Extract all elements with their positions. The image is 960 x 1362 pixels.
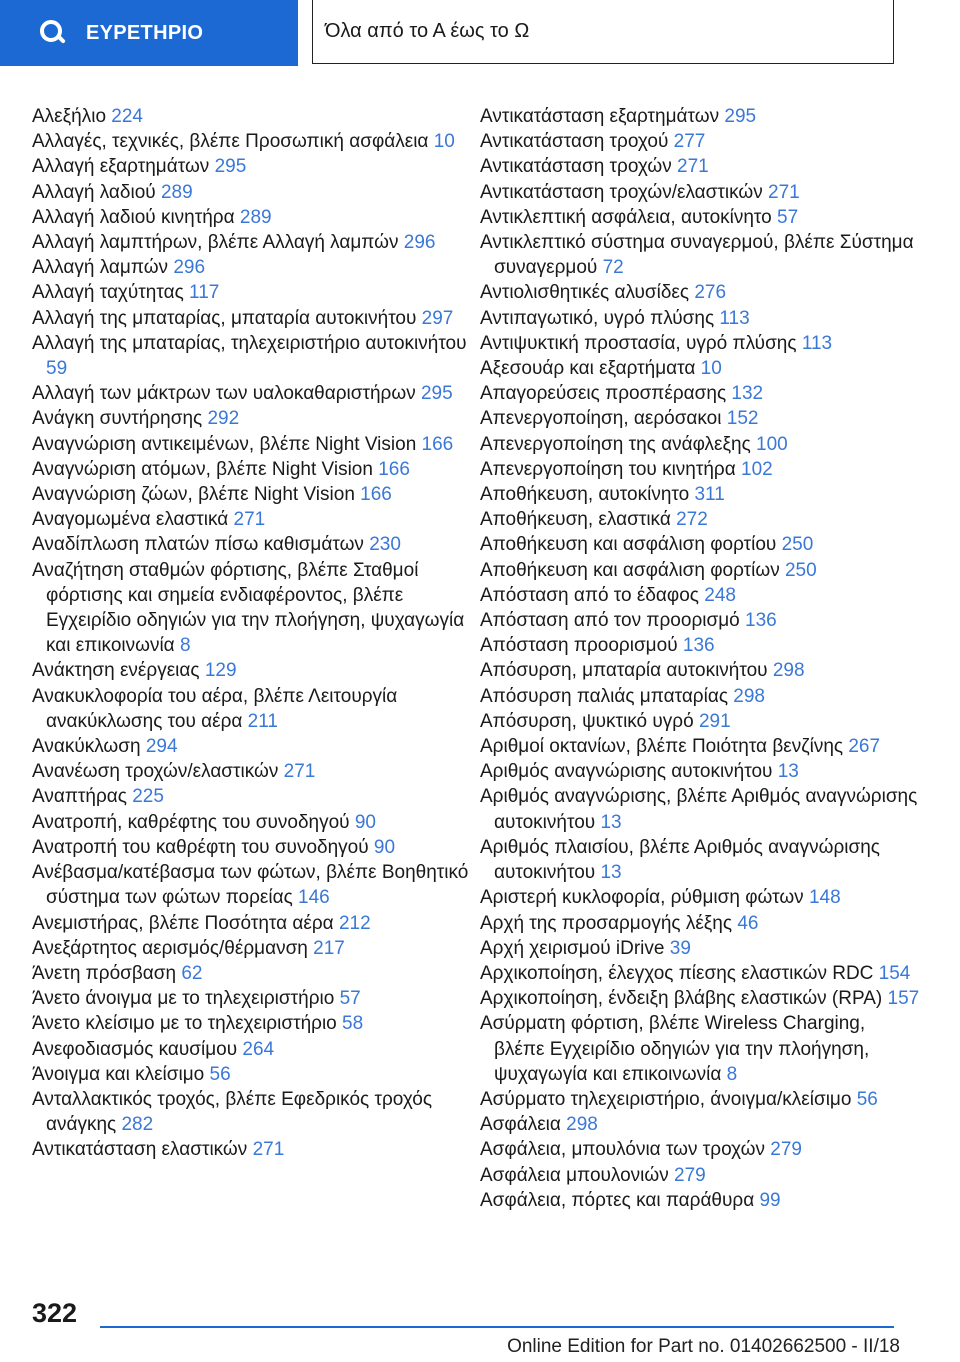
index-entry-text: Αντιπαγωτικό, υγρό πλύσης <box>480 307 715 329</box>
index-entry <box>480 180 920 205</box>
index-entry <box>480 1188 920 1213</box>
index-entry-page-link[interactable]: 129 <box>204 660 237 682</box>
index-entry <box>32 810 472 835</box>
index-entry-text: Αναγνώριση ατόμων, βλέπε Night Vision <box>32 458 373 480</box>
index-entry <box>480 936 920 961</box>
index-entry <box>480 608 920 633</box>
index-entry-text: Αντικατάσταση τροχών <box>480 156 672 178</box>
index-entry-page-link[interactable]: 62 <box>181 962 203 984</box>
index-entry <box>32 532 472 557</box>
index-entry-text: Απόσυρση παλιάς μπαταρίας <box>480 685 728 707</box>
index-entry-page-link[interactable]: 279 <box>674 1164 706 1186</box>
index-entry-text: Αντικατάσταση εξαρτημάτων <box>480 106 720 127</box>
index-entry-text: Ανατροπή του καθρέφτη του συνοδηγού <box>32 836 369 858</box>
index-entry-page-link[interactable]: 10 <box>700 358 722 380</box>
index-entry <box>32 835 472 860</box>
index-entry <box>32 911 472 936</box>
index-entry-page-link[interactable]: 13 <box>777 761 799 783</box>
index-entry-page-link[interactable]: 39 <box>669 937 691 959</box>
index-entry <box>480 835 920 885</box>
index-entry-text: Ανάγκη συντήρησης <box>32 408 203 430</box>
index-entry-page-link[interactable]: 157 <box>887 988 920 1010</box>
index-entry <box>480 658 920 683</box>
index-entry-text: Αναγομωμένα ελαστικά <box>32 509 229 531</box>
index-entry-text: Ασύρματη φόρτιση, βλέπε Wireless Charging, βλέπε Εγχειρίδιο οδηγιών για την πλοήγηση, ψυχαγωγία και επικοινωνία <box>480 1013 870 1085</box>
index-entry-page-link[interactable]: 58 <box>342 1013 364 1035</box>
index-entry <box>480 482 920 507</box>
index-entry-text: Αλλαγή λαδιού <box>32 181 156 203</box>
index-entry-text: Άνετη πρόσβαση <box>32 962 177 984</box>
index-entry <box>480 406 920 431</box>
index-entry-text: Άνετο άνοιγμα με το τηλεχειριστήριο <box>32 988 335 1010</box>
edition-info: Online Edition for Part no. 01402662500 - II/18 <box>507 1336 900 1357</box>
index-entry-page-link[interactable]: 295 <box>724 106 757 127</box>
index-entry <box>32 1011 472 1036</box>
index-entry <box>480 784 920 834</box>
index-entry-page-link[interactable]: 298 <box>733 685 765 707</box>
index-entry-text: Ασφάλεια μπουλονιών <box>480 1164 669 1186</box>
index-entry <box>480 558 920 583</box>
index-entry-text: Ανεμιστήρας, βλέπε Ποσότητα αέρα <box>32 912 334 934</box>
index-entry <box>480 532 920 557</box>
index-entry <box>32 306 472 331</box>
index-entry-page-link[interactable]: 224 <box>111 106 143 127</box>
index-entry <box>32 684 472 734</box>
index-entry-text: Ανεξάρτητος αερισμός/θέρμανση <box>32 937 308 959</box>
index-entry <box>32 759 472 784</box>
index-entry-text: Απόσταση προορισμού <box>480 635 678 657</box>
index-entry-page-link[interactable]: 57 <box>339 988 361 1010</box>
index-entry-page-link[interactable]: 57 <box>777 206 799 228</box>
index-entry-text: Αποθήκευση, ελαστικά <box>480 509 671 531</box>
index-entry <box>480 129 920 154</box>
index-entry <box>32 205 472 230</box>
index-entry-page-link[interactable]: 250 <box>784 559 817 581</box>
index-entry-text: Αλλαγή της μπαταρίας, μπαταρία αυτοκινήτου <box>32 307 417 329</box>
index-entry-text: Αριθμός πλαισίου, βλέπε Αριθμός αναγνώρισης αυτοκινήτου <box>480 836 880 884</box>
index-entry-page-link[interactable]: 298 <box>566 1114 598 1136</box>
index-entry-text: Αλλαγή της μπαταρίας, τηλεχειριστήριο αυτοκινήτου <box>32 332 467 354</box>
index-entry-page-link[interactable]: 90 <box>373 836 396 858</box>
index-entry <box>480 583 920 608</box>
index-tab-label: ΕΥΡΕΤΗΡΙΟ <box>86 21 204 44</box>
index-entry <box>480 633 920 658</box>
index-entry-text: Ανακύκλωση <box>32 736 141 758</box>
index-entry-page-link[interactable]: 271 <box>768 181 800 203</box>
index-search-tab[interactable] <box>0 0 298 66</box>
index-entry <box>480 230 920 280</box>
index-entry <box>32 1037 472 1062</box>
index-entry-text: Αριστερή κυκλοφορία, ρύθμιση φώτων <box>480 887 804 909</box>
index-entry-text: Απενεργοποίηση της ανάφλεξης <box>480 433 751 455</box>
index-entry-page-link[interactable]: 311 <box>694 484 725 506</box>
index-entry-page-link[interactable]: 102 <box>741 458 773 480</box>
index-entry <box>32 1137 472 1162</box>
index-entry <box>32 154 472 179</box>
index-entry-page-link[interactable]: 136 <box>745 610 777 632</box>
index-entry <box>480 961 920 986</box>
index-entry-text: Αποθήκευση και ασφάλιση φορτίων <box>480 559 780 581</box>
index-entry-page-link[interactable]: 146 <box>298 887 330 909</box>
index-entry <box>32 180 472 205</box>
index-entry-page-link[interactable]: 294 <box>145 736 178 758</box>
index-entry <box>32 961 472 986</box>
index-entry-page-link[interactable]: 295 <box>214 156 247 178</box>
index-entry-page-link[interactable]: 148 <box>808 887 841 909</box>
index-entry <box>480 1112 920 1137</box>
index-entry-text: Απαγορεύσεις προσπέρασης <box>480 383 727 405</box>
index-entry-page-link[interactable]: 277 <box>673 131 706 153</box>
index-entry-text: Αριθμός αναγνώρισης αυτοκινήτου <box>480 761 773 783</box>
index-entry <box>32 734 472 759</box>
index-entry-page-link[interactable]: 250 <box>781 534 814 556</box>
index-entry-page-link[interactable]: 212 <box>338 912 371 934</box>
index-entry-text: Αλλαγή λαδιού κινητήρα <box>32 206 235 228</box>
footer-divider <box>100 1326 894 1328</box>
index-entry-page-link[interactable]: 113 <box>719 307 750 329</box>
index-entry-page-link[interactable]: 56 <box>856 1088 878 1110</box>
index-entry-page-link[interactable]: 100 <box>756 433 788 455</box>
index-entry-page-link[interactable]: 276 <box>694 282 727 304</box>
index-entry-text: Απόσταση από τον προορισμό <box>480 610 740 632</box>
index-entry-page-link[interactable]: 10 <box>433 131 455 153</box>
index-entry-text: Αναζήτηση σταθμών φόρτισης, βλέπε Σταθμοί φόρτισης και σημεία ενδιαφέροντος, βλέπε Εγχειρίδιο οδηγιών για την πλοήγηση, ψυχαγωγία και επικοινωνία <box>32 559 465 657</box>
index-entry-text: Ασύρματο τηλεχειριστήριο, άνοιγμα/κλείσιμο <box>480 1088 852 1110</box>
index-entry-page-link[interactable]: 59 <box>46 358 68 380</box>
index-entry <box>32 129 472 154</box>
index-entry-text: Άνετο κλείσιμο με το τηλεχειριστήριο <box>32 1013 337 1035</box>
index-entry <box>32 280 472 305</box>
index-entry-page-link[interactable]: 279 <box>770 1139 802 1161</box>
index-entry-text: Αποθήκευση και ασφάλιση φορτίου <box>480 534 777 556</box>
index-entry-text: Ανεφοδιασμός καυσίμου <box>32 1038 238 1060</box>
index-entry-page-link[interactable]: 113 <box>801 332 833 354</box>
index-entry <box>480 911 920 936</box>
index-entry-text: Αρχή χειρισμού iDrive <box>480 937 665 959</box>
index-entry-page-link[interactable]: 117 <box>189 282 220 304</box>
index-entry-text: Αλλαγή εξαρτημάτων <box>32 156 210 178</box>
page-number: 322 <box>32 1298 78 1328</box>
index-entry-text: Αντιολισθητικές αλυσίδες <box>480 282 690 304</box>
search-icon <box>40 20 66 46</box>
index-entry <box>480 104 920 129</box>
index-entry-page-link[interactable]: 13 <box>600 811 622 833</box>
index-entry-page-link[interactable]: 154 <box>878 962 911 984</box>
index-entry <box>480 331 920 356</box>
index-entry-page-link[interactable]: 296 <box>403 232 436 254</box>
index-entry <box>32 1087 472 1137</box>
index-entry-page-link[interactable]: 8 <box>179 635 191 657</box>
index-entry <box>32 482 472 507</box>
index-entry-text: Αποθήκευση, αυτοκίνητο <box>480 484 690 506</box>
index-entry-page-link[interactable]: 166 <box>378 458 410 480</box>
index-entry-page-link[interactable]: 90 <box>354 811 376 833</box>
index-entry <box>32 507 472 532</box>
index-entry-text: Αριθμοί οκτανίων, βλέπε Ποιότητα βενζίνης <box>480 736 844 758</box>
index-entry-page-link[interactable]: 46 <box>737 912 759 934</box>
index-entry-text: Αρχικοποίηση, ένδειξη βλάβης ελαστικών (RPA) <box>480 988 883 1010</box>
index-entry-page-link[interactable]: 271 <box>252 1139 285 1161</box>
index-entry <box>480 986 920 1011</box>
index-entry-text: Αριθμός αναγνώρισης, βλέπε Αριθμός αναγνώρισης αυτοκινήτου <box>480 786 918 833</box>
index-entry-text: Αλλαγή λαμπτήρων, βλέπε Αλλαγή λαμπών <box>32 232 399 254</box>
index-entry <box>32 432 472 457</box>
index-entry-text: Ανακυκλοφορία του αέρα, βλέπε Λειτουργία ανακύκλωσης του αέρα <box>32 685 398 732</box>
index-entry-page-link[interactable]: 291 <box>698 710 731 732</box>
index-entry <box>480 381 920 406</box>
index-entry <box>32 658 472 683</box>
index-entry-text: Αρχή της προσαρμογής λέξης <box>480 912 733 934</box>
index-entry-page-link[interactable]: 282 <box>121 1114 154 1136</box>
index-entry-page-link[interactable]: 56 <box>209 1063 231 1085</box>
index-entry <box>32 104 472 129</box>
index-column-right <box>480 104 920 1213</box>
index-entry-text: Αλεξήλιο <box>32 106 107 127</box>
index-entry <box>480 885 920 910</box>
index-entry <box>480 684 920 709</box>
index-entry-page-link[interactable]: 298 <box>772 660 805 682</box>
index-entry-page-link[interactable]: 289 <box>239 206 272 228</box>
index-entry <box>32 1062 472 1087</box>
index-entry <box>480 280 920 305</box>
index-entry-text: Ανατροπή, καθρέφτης του συνοδηγού <box>32 811 350 833</box>
index-entry-text: Αναγνώριση αντικειμένων, βλέπε Night Vision <box>32 433 417 455</box>
index-entry-page-link[interactable]: 132 <box>731 383 764 405</box>
index-entry <box>32 986 472 1011</box>
index-entry-page-link[interactable]: 136 <box>682 635 715 657</box>
index-entry <box>480 356 920 381</box>
index-entry <box>480 306 920 331</box>
index-entry-text: Απόσυρση, ψυκτικό υγρό <box>480 710 694 732</box>
index-entry-text: Αναγνώριση ζώων, βλέπε Night Vision <box>32 484 355 506</box>
index-entry-page-link[interactable]: 211 <box>247 710 278 732</box>
index-entry <box>480 1011 920 1087</box>
index-entry-page-link[interactable]: 248 <box>704 584 736 606</box>
index-entry-text: Αντικατάσταση τροχών/ελαστικών <box>480 181 763 203</box>
index-entry-text: Ανανέωση τροχών/ελαστικών <box>32 761 279 783</box>
index-entry <box>480 1163 920 1188</box>
index-entry <box>32 936 472 961</box>
index-entry-page-link[interactable]: 271 <box>233 509 266 531</box>
index-entry <box>32 381 472 406</box>
index-entry-text: Αναπτήρας <box>32 786 127 808</box>
index-entry-text: Αντικατάσταση ελαστικών <box>32 1139 248 1161</box>
index-entry <box>480 1087 920 1112</box>
index-entry <box>32 860 472 910</box>
index-entry-text: Αλλαγές, τεχνικές, βλέπε Προσωπική ασφάλεια <box>32 131 429 153</box>
index-entry-text: Ανέβασμα/κατέβασμα των φώτων, βλέπε Βοηθητικό σύστημα των φώτων πορείας <box>32 862 469 909</box>
index-entry-text: Ασφάλεια, μπουλόνια των τροχών <box>480 1139 765 1161</box>
index-column-left <box>32 104 472 1163</box>
index-entry <box>32 255 472 280</box>
section-title: Όλα από το Α έως το Ω <box>312 0 894 64</box>
index-entry-text: Αλλαγή λαμπών <box>32 257 169 279</box>
index-entry-text: Αντικατάσταση τροχού <box>480 131 669 153</box>
index-entry-page-link[interactable]: 267 <box>848 736 881 758</box>
index-entry <box>480 507 920 532</box>
index-entry-page-link[interactable]: 99 <box>759 1189 781 1211</box>
index-entry-page-link[interactable]: 72 <box>602 257 624 279</box>
index-entry <box>32 331 472 381</box>
index-entry-text: Αλλαγή των μάκτρων των υαλοκαθαριστήρων <box>32 383 416 405</box>
index-entry-text: Απενεργοποίηση, αερόσακοι <box>480 408 722 430</box>
index-entry-text: Ασφάλεια, πόρτες και παράθυρα <box>480 1189 755 1211</box>
index-entry-page-link[interactable]: 264 <box>242 1038 275 1060</box>
index-entry-page-link[interactable]: 230 <box>369 534 401 556</box>
index-entry-page-link[interactable]: 295 <box>420 383 453 405</box>
index-entry <box>480 154 920 179</box>
index-entry-page-link[interactable]: 13 <box>600 862 622 884</box>
index-entry <box>32 457 472 482</box>
index-entry-text: Ασφάλεια <box>480 1114 561 1136</box>
index-entry <box>32 784 472 809</box>
index-entry <box>480 205 920 230</box>
index-entry-page-link[interactable]: 292 <box>207 408 240 430</box>
index-entry <box>480 709 920 734</box>
index-entry <box>480 1137 920 1162</box>
index-entry-page-link[interactable]: 289 <box>160 181 193 203</box>
index-entry-text: Αντιψυκτική προστασία, υγρό πλύσης <box>480 332 797 354</box>
index-entry-text: Αντικλεπτικό σύστημα συναγερμού, βλέπε Σύστημα συναγερμού <box>480 232 914 279</box>
index-entry-text: Αντικλεπτική ασφάλεια, αυτοκίνητο <box>480 206 772 228</box>
index-entry <box>32 230 472 255</box>
index-entry-page-link[interactable]: 217 <box>313 937 345 959</box>
index-entry-page-link[interactable]: 271 <box>283 761 316 783</box>
index-entry-text: Απενεργοποίηση του κινητήρα <box>480 458 736 480</box>
index-entry-text: Αναδίπλωση πλατών πίσω καθισμάτων <box>32 534 364 556</box>
index-entry-text: Ανταλλακτικός τροχός, βλέπε Εφεδρικός τροχός ανάγκης <box>32 1088 433 1136</box>
index-entry-page-link[interactable]: 166 <box>421 433 454 455</box>
index-entry-text: Αρχικοποίηση, έλεγχος πίεσης ελαστικών RDC <box>480 962 874 984</box>
index-entry <box>480 734 920 759</box>
index-entry-page-link[interactable]: 297 <box>421 307 454 329</box>
index-entry <box>480 432 920 457</box>
index-entry-text: Ανάκτηση ενέργειας <box>32 660 200 682</box>
index-entry <box>480 457 920 482</box>
index-entry <box>480 759 920 784</box>
index-entry <box>32 406 472 431</box>
index-entry-text: Απόσταση από το έδαφος <box>480 584 699 606</box>
top-bar <box>0 0 960 66</box>
index-entry-page-link[interactable]: 166 <box>360 484 392 506</box>
index-entry-text: Αξεσουάρ και εξαρτήματα <box>480 358 696 380</box>
index-entry-page-link[interactable]: 271 <box>677 156 709 178</box>
index-entry-page-link[interactable]: 272 <box>676 509 708 531</box>
index-entry-page-link[interactable]: 296 <box>173 257 206 279</box>
index-entry-text: Αλλαγή ταχύτητας <box>32 282 184 304</box>
index-entry-text: Άνοιγμα και κλείσιμο <box>32 1063 205 1085</box>
index-entry-page-link[interactable]: 152 <box>726 408 759 430</box>
index-entry-text: Απόσυρση, μπαταρία αυτοκινήτου <box>480 660 768 682</box>
index-entry-page-link[interactable]: 8 <box>726 1063 738 1085</box>
index-entry-page-link[interactable]: 225 <box>132 786 164 808</box>
index-entry <box>32 558 472 659</box>
